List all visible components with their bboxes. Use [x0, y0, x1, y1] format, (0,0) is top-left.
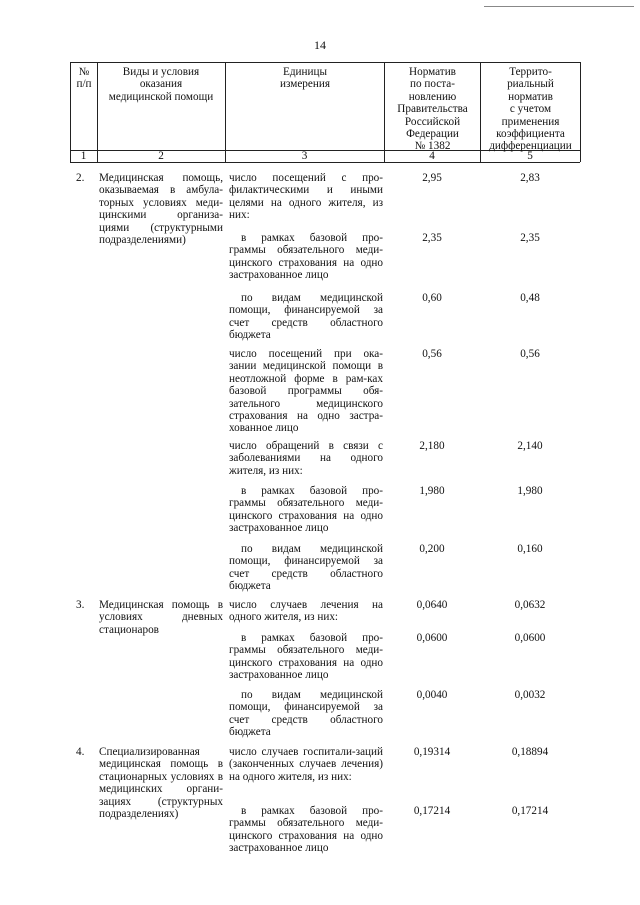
unit-text: по видам медицинской помощи, финансируемой за счет средств областного бюджета: [229, 543, 383, 593]
territorial-norm-value: 2,35: [520, 232, 540, 244]
col-index-3: 3: [301, 150, 308, 162]
unit-text: по видам медицинской помощи, финансируемой за счет средств областного бюджета: [229, 292, 383, 342]
unit-text: по видам медицинской помощи, финансируемой за счет средств областного бюджета: [229, 689, 383, 739]
territorial-norm-value: 0,18894: [511, 746, 549, 758]
header-col-line: [70, 62, 71, 162]
header-col-federal-norm: Норматив по поста- новлению Правительства Российской Федерации № 1382: [397, 66, 468, 153]
federal-norm-value: 0,19314: [413, 746, 451, 758]
territorial-norm-value: 2,83: [520, 172, 540, 184]
unit-text: в рамках базовой про-граммы обязательного меди-цинского страхования на одно застрахованное лицо: [229, 485, 383, 535]
header-col-line: [384, 62, 385, 162]
col-index-4: 4: [429, 150, 435, 162]
header-col-unit: Единицы измерения: [280, 66, 330, 91]
territorial-norm-value: 0,0032: [514, 689, 546, 701]
unit-text: число случаев лечения на одного жителя, из них:: [229, 599, 383, 624]
territorial-norm-value: 0,17214: [511, 805, 549, 817]
federal-norm-value: 0,0640: [416, 599, 448, 611]
territorial-norm-value: 1,980: [517, 485, 543, 497]
territorial-norm-value: 0,0600: [514, 632, 546, 644]
federal-norm-value: 2,180: [419, 440, 445, 452]
col-index-2: 2: [158, 150, 164, 162]
federal-norm-value: 0,0040: [416, 689, 448, 701]
col-index-1: 1: [80, 150, 87, 162]
federal-norm-value: 0,56: [422, 348, 442, 360]
section-number: 4.: [76, 746, 85, 758]
unit-text: число обращений в связи с заболеваниями на одного жителя, из них:: [229, 440, 383, 477]
header-col-type: Виды и условия оказания медицинской помощи: [108, 66, 214, 103]
territorial-norm-value: 0,56: [520, 348, 540, 360]
unit-text: в рамках базовой про-граммы обязательного меди-цинского страхования на одно застрахованное лицо: [229, 232, 383, 282]
care-type: Специализированная медицинская помощь в стационарных условиях в медицинских органи-зациях (структурных подразделениях): [99, 746, 223, 821]
header-col-line: [580, 62, 581, 162]
col-index-5: 5: [527, 150, 533, 162]
care-type: Медицинская помощь в условиях дневных стационаров: [99, 599, 223, 636]
unit-text: число посещений с про-филактическими и иными целями на одного жителя, из них:: [229, 172, 383, 222]
unit-text: число посещений при ока-зании медицинской помощи в неотложной форме в рам-ках базовой программы обя-зательного медицинского страхования на одно застра-хованное лицо: [229, 348, 383, 435]
header-col-line: [225, 62, 226, 162]
header-col-number: № п/п: [76, 66, 92, 91]
page-number: 14: [314, 38, 326, 52]
unit-text: в рамках базовой про-граммы обязательного меди-цинского страхования на одно застрахованное лицо: [229, 632, 383, 682]
federal-norm-value: 0,200: [419, 543, 445, 555]
header-col-territorial-norm: Террито- риальный норматив с учетом применения коэффициента дифференциации: [489, 66, 572, 153]
federal-norm-value: 0,0600: [416, 632, 448, 644]
header-col-line: [97, 62, 98, 162]
territorial-norm-value: 2,140: [517, 440, 543, 452]
unit-text: в рамках базовой про-граммы обязательного меди-цинского страхования на одно застрахованное лицо: [229, 805, 383, 855]
territorial-norm-value: 0,0632: [514, 599, 546, 611]
federal-norm-value: 1,980: [419, 485, 445, 497]
territorial-norm-value: 0,48: [520, 292, 540, 304]
federal-norm-value: 2,35: [422, 232, 442, 244]
section-number: 2.: [76, 172, 85, 184]
header-top-border: [70, 62, 580, 63]
federal-norm-value: 0,17214: [413, 805, 451, 817]
corner-line: [484, 6, 634, 7]
federal-norm-value: 0,60: [422, 292, 442, 304]
section-number: 3.: [76, 599, 85, 611]
federal-norm-value: 2,95: [422, 172, 442, 184]
territorial-norm-value: 0,160: [517, 543, 543, 555]
care-type: Медицинская помощь, оказываемая в амбула-торных условиях меди-цинскими организа-циями (структурными подразделениями): [99, 172, 223, 247]
unit-text: число случаев госпитали-заций (законченных случаев лечения) на одного жителя, из них:: [229, 746, 383, 783]
